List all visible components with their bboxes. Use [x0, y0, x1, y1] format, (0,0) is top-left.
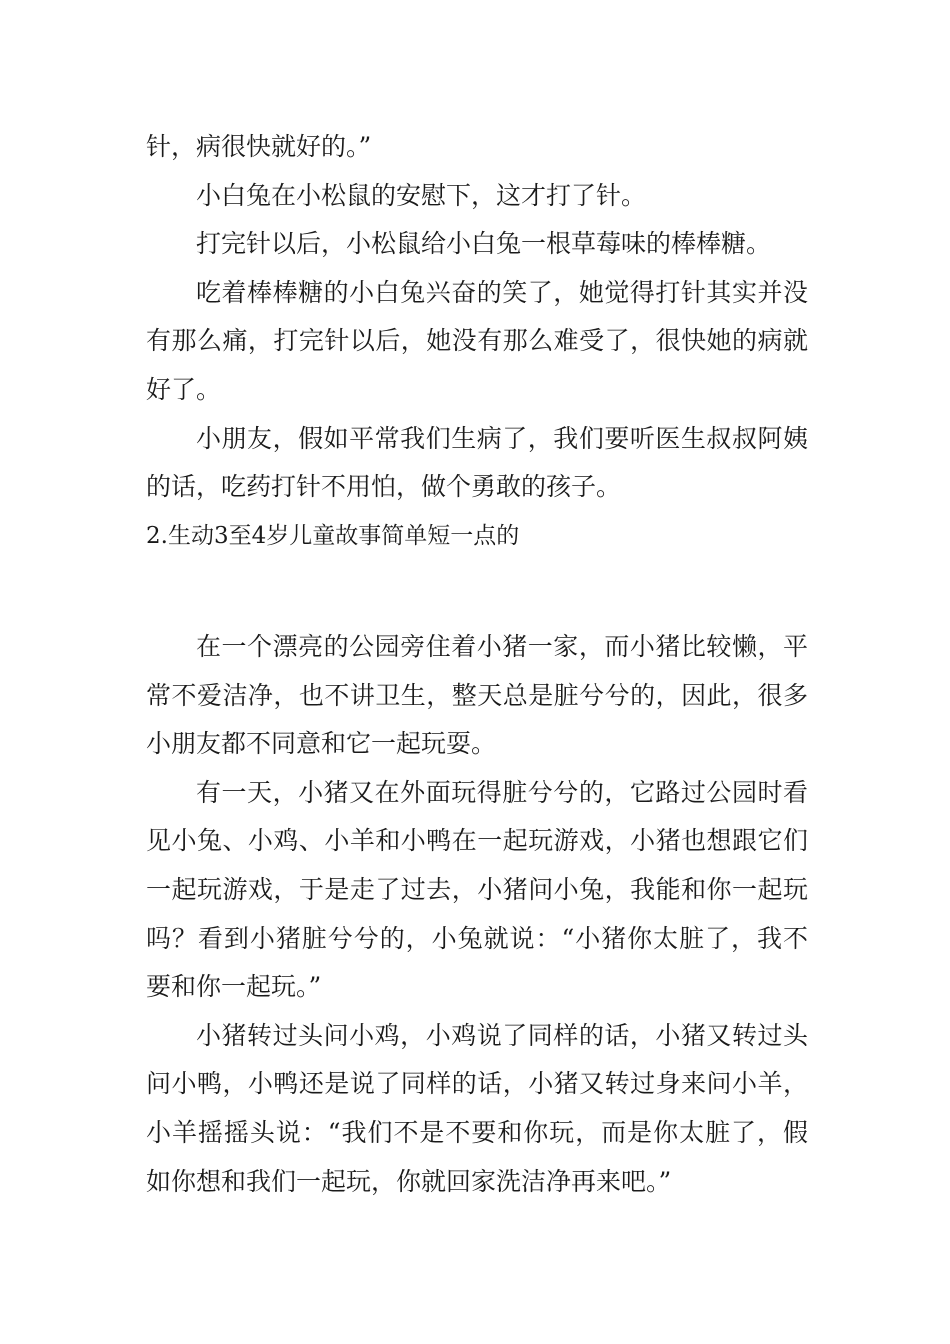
story-two — [146, 623, 808, 1206]
paragraph: 小猪转过头问小鸡，小鸡说了同样的话，小猪又转过头问小鸭，小鸭还是说了同样的话，小猪又转过身来问小羊，小羊摇摇头说：“我们不是不要和你玩，而是你太脏了，假如你想和我们一起玩，你就回家洗洁净再来吧。” — [146, 1020, 808, 1196]
paragraph: 小白兔在小松鼠的安慰下，这才打了针。 — [196, 180, 647, 210]
paragraph: 在一个漂亮的公园旁住着小猪一家，而小猪比较懒，平常不爱洁净，也不讲卫生，整天总是脏兮兮的，因此，很多小朋友都不同意和它一起玩耍。 — [146, 632, 808, 759]
paragraph: 打完针以后，小松鼠给小白兔一根草莓味的棒棒糖。 — [196, 229, 772, 259]
section-heading: 2.生动3至4岁儿童故事简单短一点的 — [146, 522, 520, 549]
story-one-continuation — [146, 123, 808, 560]
paragraph: 吃着棒棒糖的小白兔兴奋的笑了，她觉得打针其实并没有那么痛，打完针以后，她没有那么难受了，很快她的病就好了。 — [146, 277, 808, 404]
paragraph: 有一天，小猪又在外面玩得脏兮兮的，它路过公园时看见小兔、小鸡、小羊和小鸭在一起玩游戏，小猪也想跟它们一起玩游戏，于是走了过去，小猪问小兔，我能和你一起玩吗？看到小猪脏兮兮的，小兔就说：“小猪你太脏了，我不要和你一起玩。” — [146, 777, 808, 1002]
paragraph: 针，病很快就好的。” — [146, 132, 372, 161]
paragraph: 小朋友，假如平常我们生病了，我们要听医生叔叔阿姨的话，吃药打针不用怕，做个勇敢的孩子。 — [146, 423, 808, 502]
